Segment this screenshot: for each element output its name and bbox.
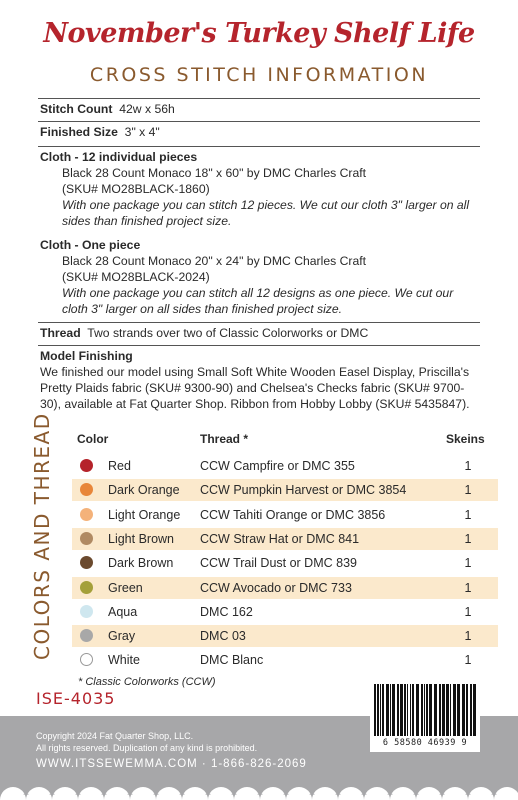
cloth-one-note: With one package you can stitch all 12 designs as one piece. We cut our cloth 3" larger on all sides than finished project size.: [62, 286, 454, 316]
svg-text:+: +: [283, 790, 289, 800]
color-name: Dark Orange: [108, 483, 180, 498]
thread-name: DMC Blanc: [200, 653, 264, 668]
color-row-light-orange: [72, 504, 498, 526]
svg-text:+: +: [491, 790, 497, 800]
swatch-icon: [80, 483, 93, 496]
color-row-dark-brown: [72, 552, 498, 574]
color-table-header: [75, 432, 485, 448]
skein-count: 1: [464, 604, 472, 619]
swatch-icon: [80, 508, 93, 521]
product-code: ISE-4035: [36, 689, 116, 708]
svg-text:+: +: [335, 790, 341, 800]
rights-text: All rights reserved. Duplication of any kind is prohibited.: [36, 743, 258, 753]
skein-count: 1: [464, 507, 472, 522]
cloth-individual-section: [40, 149, 480, 229]
svg-text:+: +: [361, 790, 367, 800]
swatch-icon: [80, 556, 93, 569]
thread-value: Two strands over two of Classic Colorworks or DMC: [87, 326, 369, 340]
barcode-bars: [374, 684, 476, 738]
divider: [38, 121, 480, 122]
cloth-individual-line2: (SKU# MO28BLACK-1860): [62, 182, 210, 196]
svg-text:+: +: [23, 790, 29, 800]
svg-text:+: +: [101, 790, 107, 800]
skein-count: 1: [464, 459, 472, 473]
color-name: Gray: [108, 629, 136, 644]
color-row-red: [72, 455, 498, 477]
divider: [38, 322, 480, 323]
skein-count: 1: [464, 629, 472, 644]
cloth-individual-note: With one package you can stitch 12 pieces. We cut our cloth 3" larger on all sides than finished project size.: [62, 198, 470, 228]
divider: [38, 345, 480, 346]
color-name: Light Orange: [108, 507, 181, 522]
thread-name: CCW Trail Dust or DMC 839: [200, 556, 357, 571]
skein-count: 1: [464, 531, 472, 546]
swatch-icon: [80, 459, 93, 472]
swatch-icon: [80, 532, 93, 545]
svg-text:+: +: [387, 790, 393, 800]
skein-count: 1: [464, 580, 472, 595]
pattern-title: November's Turkey Shelf Life: [43, 18, 475, 49]
color-name: Aqua: [108, 604, 138, 619]
thread-name: DMC 162: [200, 604, 253, 619]
cloth-individual-label: Cloth - 12 individual pieces: [40, 150, 198, 164]
divider: [38, 98, 480, 99]
cloth-individual-line1: Black 28 Count Monaco 18" x 60" by DMC Charles Craft: [62, 166, 366, 180]
color-row-light-brown: [72, 528, 498, 550]
color-row-gray: [72, 625, 498, 647]
thread-section: [40, 325, 480, 341]
barcode-number: 6 58580 46939 9: [382, 738, 468, 748]
finished-size-value: 3" x 4": [124, 125, 160, 139]
svg-text:+: +: [75, 790, 81, 800]
section-subtitle: CROSS STITCH INFORMATION: [89, 64, 429, 86]
color-row-white: [72, 649, 498, 671]
thread-name: CCW Pumpkin Harvest or DMC 3854: [200, 483, 407, 498]
thread-name: CCW Avocado or DMC 733: [200, 580, 352, 595]
stitch-count: [40, 101, 480, 117]
svg-text:+: +: [309, 790, 315, 800]
svg-text:+: +: [179, 790, 185, 800]
model-finishing-section: [40, 348, 480, 412]
color-name: Green: [108, 580, 143, 595]
colors-side-label: COLORS AND THREAD: [30, 412, 54, 660]
color-name: Light Brown: [108, 531, 175, 546]
color-row-aqua: [72, 601, 498, 623]
thread-name: CCW Campfire or DMC 355: [200, 459, 355, 473]
cloth-one-line1: Black 28 Count Monaco 20" x 24" by DMC Charles Craft: [62, 254, 366, 268]
header-thread: Thread *: [200, 432, 249, 446]
swatch-icon: [80, 629, 93, 642]
barcode: [370, 682, 480, 752]
scallop-border: [0, 784, 518, 800]
swatch-icon: [80, 605, 93, 618]
svg-text:+: +: [127, 790, 133, 800]
swatch-icon: [80, 653, 93, 666]
ccw-footnote: * Classic Colorworks (CCW): [78, 676, 216, 688]
svg-text:+: +: [205, 790, 211, 800]
model-finishing-text: We finished our model using Small Soft White Wooden Easel Display, Priscilla's Pretty Plaids fabric (SKU# 9300-90) and Chelsea's Checks fabric (SKU# 9700-30), available at Fat Quarter Shop. Ribbon from Hobby Lobby (SKU# 5435847).: [40, 365, 470, 411]
thread-name: CCW Straw Hat or DMC 841: [200, 531, 360, 546]
color-name: White: [108, 653, 140, 668]
cloth-one-line2: (SKU# MO28BLACK-2024): [62, 270, 210, 284]
color-row-green: [72, 577, 498, 599]
stitch-count-value: 42w x 56h: [119, 102, 175, 116]
color-row-dark-orange: [72, 479, 498, 501]
finished-size: [40, 124, 480, 140]
svg-text:+: +: [153, 790, 159, 800]
svg-text:+: +: [49, 790, 55, 800]
skein-count: 1: [464, 483, 472, 498]
model-finishing-label: Model Finishing: [40, 349, 133, 363]
svg-text:+: +: [231, 790, 237, 800]
stitch-count-label: Stitch Count: [40, 102, 113, 116]
website-phone: WWW.ITSSEWEMMA.COM · 1-866-826-2069: [36, 758, 307, 770]
swatch-icon: [80, 581, 93, 594]
header-color: Color: [77, 432, 109, 446]
copyright-text: Copyright 2024 Fat Quarter Shop, LLC.: [36, 731, 194, 741]
color-name: Dark Brown: [108, 556, 174, 571]
skein-count: 1: [464, 556, 472, 571]
svg-text:+: +: [465, 790, 471, 800]
skein-count: 1: [464, 653, 472, 668]
cloth-one-label: Cloth - One piece: [40, 238, 141, 252]
color-name: Red: [108, 459, 131, 473]
svg-text:+: +: [257, 790, 263, 800]
finished-size-label: Finished Size: [40, 125, 118, 139]
svg-text:+: +: [439, 790, 445, 800]
svg-text:+: +: [413, 790, 419, 800]
divider: [38, 146, 480, 147]
cloth-one-section: [40, 237, 480, 317]
thread-name: DMC 03: [200, 629, 246, 644]
thread-label: Thread: [40, 326, 81, 340]
header-skeins: Skeins: [446, 432, 485, 446]
thread-name: CCW Tahiti Orange or DMC 3856: [200, 507, 386, 522]
